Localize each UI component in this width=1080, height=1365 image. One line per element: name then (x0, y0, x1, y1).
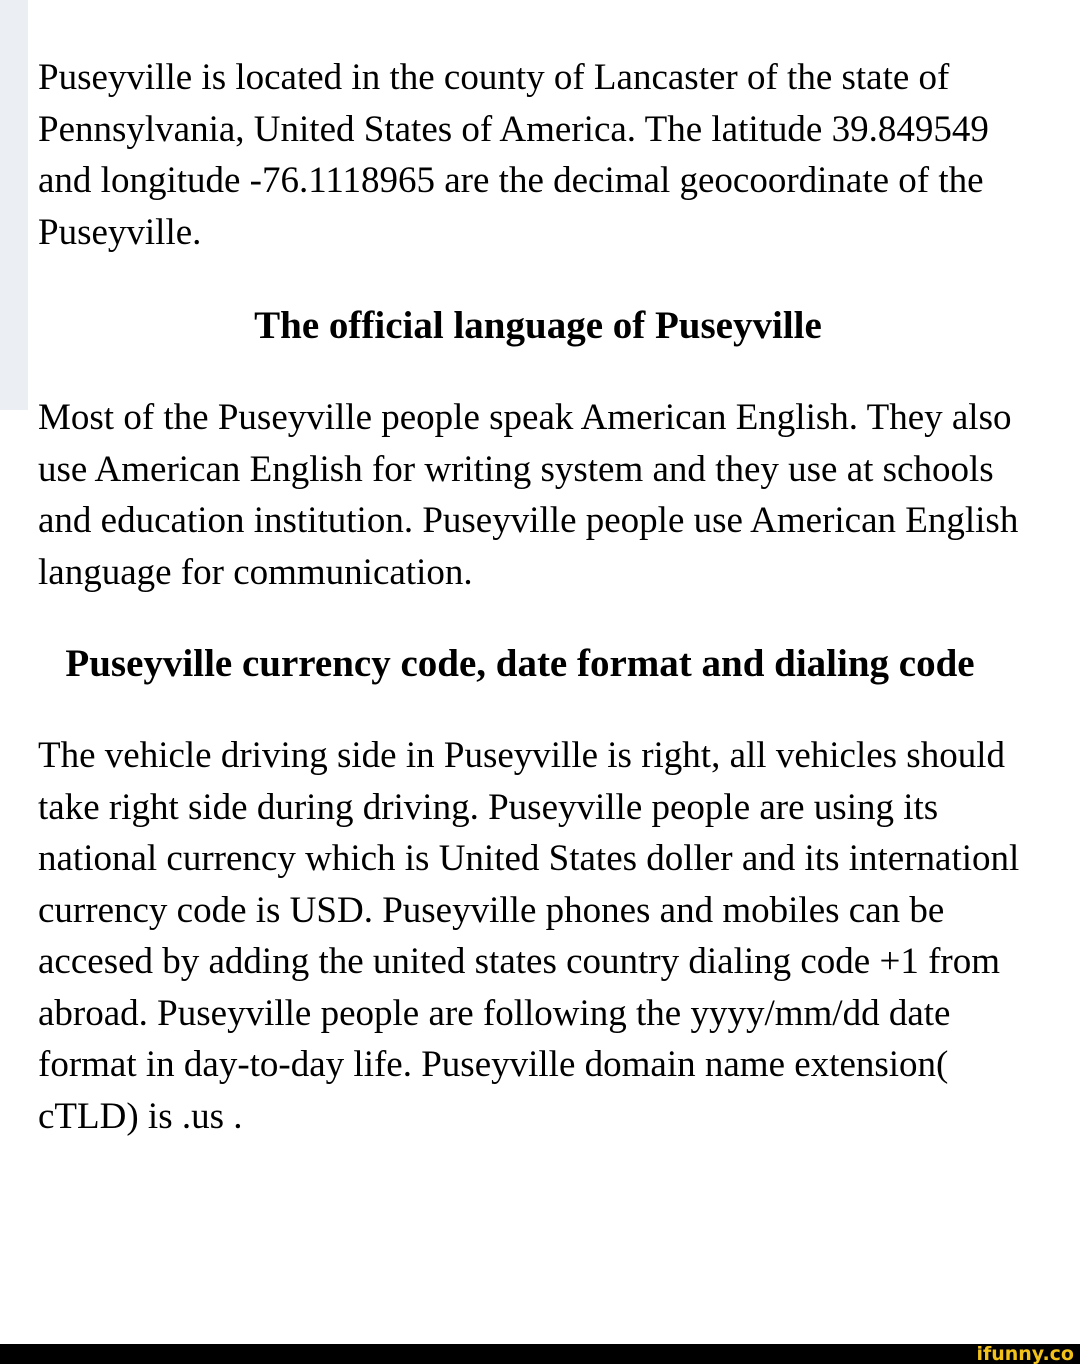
article (38, 52, 1038, 1142)
left-quote-bar (0, 0, 28, 410)
ifunny-watermark: ifunny.co (976, 1343, 1074, 1365)
footer-bar (0, 1344, 1080, 1364)
paragraph-location: Puseyville is located in the county of Lancaster of the state of Pennsylvania, United States of America. The latitude 39.849549 and longitude -76.1118965 are the decimal geocoordinate of the Puseyville. (38, 57, 989, 253)
heading-official-language: The official language of Puseyville (254, 304, 822, 347)
paragraph-currency: The vehicle driving side in Puseyville is right, all vehicles should take right side during driving. Puseyville people are using its national currency which is United States doller and its internationl currency code is USD. Puseyville phones and mobiles can be accesed by adding the united states country dialing code +1 from abroad. Puseyville people are following the yyyy/mm/dd date format in day-to-day life. Puseyville domain name extension( cTLD) is .us . (38, 735, 1020, 1137)
heading-currency-date-dialing: Puseyville currency code, date format and dialing code (65, 642, 975, 685)
paragraph-language: Most of the Puseyville people speak American English. They also use American English for writing system and they use at schools and education institution. Puseyville people use American English language for communication. (38, 397, 1019, 593)
